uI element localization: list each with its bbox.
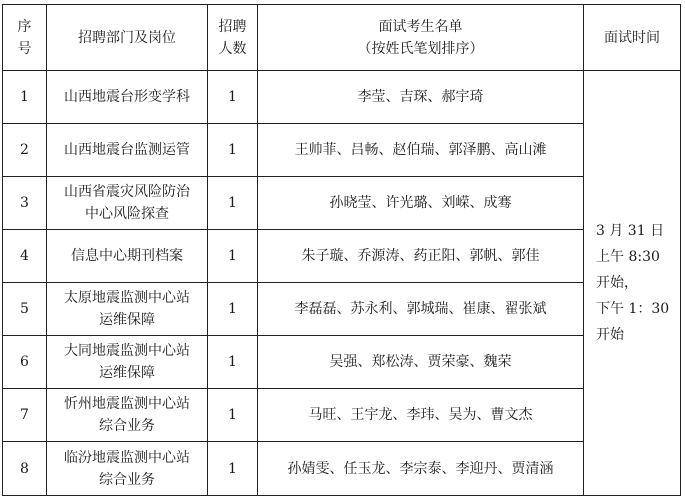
row-no: 8 (3, 442, 47, 496)
row-dept-line: 运维保障 (99, 312, 155, 328)
row-dept-line: 中心风险探查 (85, 206, 169, 222)
row-dept-line: 信息中心期刊档案 (71, 248, 183, 264)
row-names: 李莹、吉琛、郝宇琦 (258, 71, 584, 124)
header-count (208, 5, 258, 71)
table-row (3, 336, 681, 389)
table-row (3, 442, 681, 496)
row-names: 吴强、郑松涛、贾荣豪、魏荣 (258, 336, 584, 389)
row-dept (47, 336, 208, 389)
header-names-title: 面试考生名单 (378, 18, 463, 35)
header-time: 面试时间 (584, 5, 681, 71)
time-morning-start: 开始， (596, 275, 638, 291)
time-morning: 上午 8:30 (596, 249, 660, 265)
header-count-line1: 招聘 (218, 18, 247, 35)
row-no: 7 (3, 389, 47, 442)
row-names: 孙晓莹、许光璐、刘嵘、成骞 (258, 177, 584, 230)
row-no: 6 (3, 336, 47, 389)
row-dept-line: 山西地震台监测运管 (64, 142, 190, 158)
row-count: 1 (208, 283, 258, 336)
row-count: 1 (208, 230, 258, 283)
table-row (3, 71, 681, 124)
row-count: 1 (208, 124, 258, 177)
row-no: 4 (3, 230, 47, 283)
row-dept-line: 忻州地震监测中心站 (64, 396, 190, 412)
row-no: 5 (3, 283, 47, 336)
header-names (258, 5, 584, 71)
row-names: 李磊磊、苏永利、郭城瑞、崔康、翟张斌 (258, 283, 584, 336)
row-dept-line: 临汾地震监测中心站 (64, 449, 190, 466)
row-dept (47, 442, 208, 496)
row-count: 1 (208, 442, 258, 496)
row-count: 1 (208, 71, 258, 124)
row-no: 1 (3, 71, 47, 124)
interview-time-cell (584, 71, 681, 496)
row-names: 朱子璇、乔源涛、药正阳、郭帆、郭佳 (258, 230, 584, 283)
header-count-line2: 人数 (218, 40, 247, 57)
time-afternoon-start: 开始 (596, 327, 624, 343)
row-dept (47, 177, 208, 230)
row-count: 1 (208, 389, 258, 442)
header-names-note: （按姓氏笔划排序） (357, 40, 484, 57)
row-dept-line: 太原地震监测中心站 (64, 290, 190, 306)
row-no: 3 (3, 177, 47, 230)
table-row (3, 389, 681, 442)
row-dept (47, 124, 208, 177)
row-count: 1 (208, 177, 258, 230)
row-dept-line: 山西省震灾风险防治 (64, 184, 190, 200)
row-dept-line: 综合业务 (99, 471, 155, 488)
row-dept (47, 230, 208, 283)
row-no: 2 (3, 124, 47, 177)
row-dept-line: 大同地震监测中心站 (64, 343, 190, 359)
table-row (3, 230, 681, 283)
header-no (3, 5, 47, 71)
row-dept (47, 389, 208, 442)
header-no-line1: 序 (17, 18, 32, 35)
row-dept (47, 283, 208, 336)
time-afternoon: 下午 1：30 (596, 301, 670, 317)
table-row (3, 124, 681, 177)
row-names: 王帅菲、吕畅、赵伯瑞、郭泽鹏、高山滩 (258, 124, 584, 177)
table-row (3, 177, 681, 230)
header-dept: 招聘部门及岗位 (47, 5, 208, 71)
row-dept-line: 运维保障 (99, 365, 155, 381)
table-row (3, 283, 681, 336)
row-dept-line: 山西地震台形变学科 (64, 89, 190, 105)
row-names: 马旺、王宇龙、李玮、吴为、曹文杰 (258, 389, 584, 442)
row-dept-line: 综合业务 (99, 418, 155, 434)
header-row (3, 5, 681, 71)
row-names: 孙婧雯、任玉龙、李宗泰、李迎丹、贾清涵 (258, 442, 584, 496)
interview-schedule-table (2, 4, 681, 496)
row-dept (47, 71, 208, 124)
header-no-line2: 号 (17, 40, 32, 57)
row-count: 1 (208, 336, 258, 389)
time-date: 3 月 31 日 (596, 223, 665, 239)
